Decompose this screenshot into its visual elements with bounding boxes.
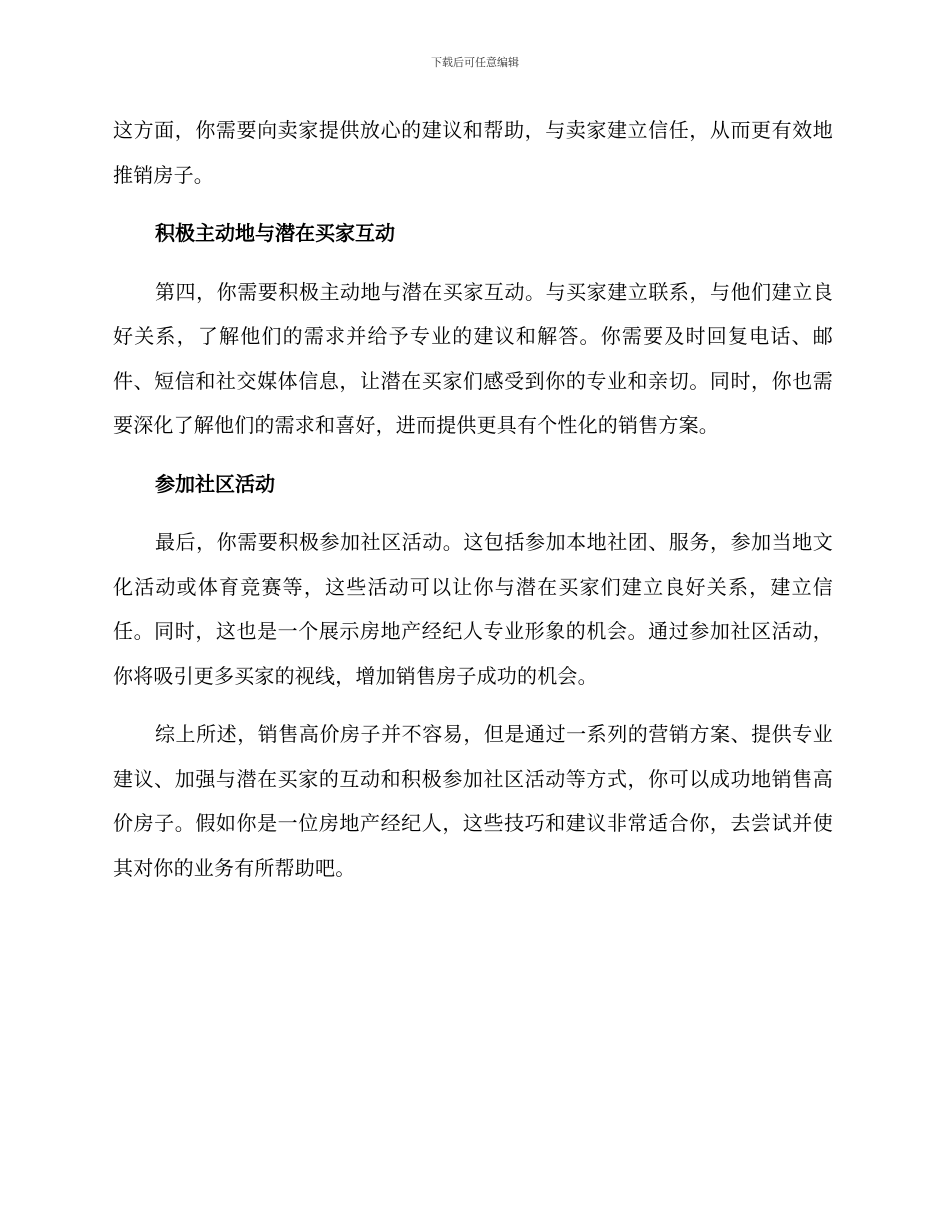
section-heading-community: 参加社区活动 [155, 471, 275, 496]
paragraph-3: 最后，你需要积极参加社区活动。这包括参加本地社团、服务，参加当地文化活动或体育竞赛等，这些活动可以让你与潜在买家们建立良好关系，建立信任。同时，这也是一个展示房地产经纪人专业形象的机会。通过参加社区活动，你将吸引更多买家的视线，增加销售房子成功的机会。 [113, 530, 833, 688]
document-body [113, 108, 833, 904]
paragraph-1: 这方面，你需要向卖家提供放心的建议和帮助，与卖家建立信任，从而更有效地推销房子。 [113, 118, 833, 187]
page-header: 下载后可任意编辑 [431, 56, 519, 69]
paragraph-2: 第四，你需要积极主动地与潜在买家互动。与买家建立联系，与他们建立良好关系，了解他们的需求并给予专业的建议和解答。你需要及时回复电话、邮件、短信和社交媒体信息，让潜在买家们感受到你的专业和亲切。同时，你也需要深化了解他们的需求和喜好，进而提供更具有个性化的销售方案。 [113, 279, 833, 437]
paragraph-4: 综上所述，销售高价房子并不容易，但是通过一系列的营销方案、提供专业建议、加强与潜在买家的互动和积极参加社区活动等方式，你可以成功地销售高价房子。假如你是一位房地产经纪人，这些技巧和建议非常适合你，去尝试并使其对你的业务有所帮助吧。 [113, 722, 833, 880]
section-heading-interaction: 积极主动地与潜在买家互动 [155, 221, 395, 245]
